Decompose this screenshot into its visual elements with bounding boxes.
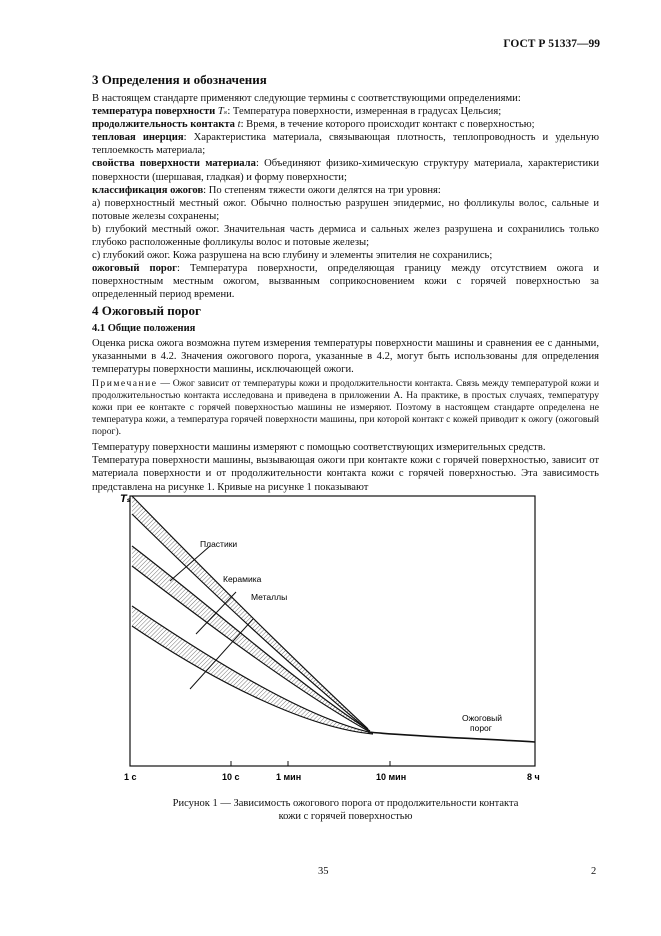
- term-name: классификация ожогов: [92, 184, 204, 196]
- note-block: [92, 378, 599, 438]
- label-threshold-line1: Ожоговый: [462, 713, 503, 723]
- caption-line-2: кожи с горячей поверхностью: [278, 811, 413, 822]
- subsection-4-1-title: 4.1 Общие положения: [92, 323, 196, 334]
- term-definition: : Характеристика материала, связывающая плотность, теплопроводность и удельную теплоемкость материала;: [92, 132, 600, 157]
- paragraph-2: Температуру поверхности машины измеряют с помощью соответствующих измерительных средств.: [92, 442, 546, 454]
- note-text: — Ожог зависит от температуры кожи и продолжительности контакта. Связь между температурой кожи и продолжительностью контакта исследована и приведена в приложении А. На практике, в простых случаях, температуру кожи при ее контакте с горячей поверхностью машины не измеряют. Поэтому в настоящем стандарте определена не температура кожи, а температура горячей поверхности машины, при которой контакт с кожей приводит к ожогу (ожоговый порог).: [92, 378, 599, 438]
- x-tick-label: 10 с: [222, 772, 240, 782]
- term-thermal-inertia: [92, 131, 599, 157]
- page-number-center: 35: [318, 866, 329, 877]
- y-axis-label: Tₛ: [120, 493, 131, 505]
- term-definition: : Объединяют физико-химическую структуру материала, характеристики поверхности (шершавая, гладкая) и форму поверхности;: [92, 158, 599, 183]
- x-tick-label: 10 мин: [376, 772, 407, 782]
- burn-level-c: с) глубокий ожог. Кожа разрушена на всю глубину и элементы эпителия не сохранились;: [92, 250, 493, 262]
- page-number-right: 2: [591, 866, 597, 877]
- label-ceramics: Керамика: [223, 574, 262, 584]
- x-tick-label: 1 мин: [276, 772, 302, 782]
- term-definition: : Время, в течение которого происходит контакт с поверхностью;: [240, 119, 535, 131]
- figure-caption: [92, 797, 599, 823]
- section-4-title: 4 Ожоговый порог: [92, 303, 201, 318]
- section-3-body: [92, 92, 599, 302]
- term-definition: : Температура поверхности, измеренная в градусах Цельсия;: [227, 106, 502, 118]
- caption-line-1: Рисунок 1 — Зависимость ожогового порога от продолжительности контакта: [172, 798, 519, 809]
- label-plastics: Пластики: [200, 539, 238, 549]
- x-tick-label: 1 с: [124, 772, 137, 782]
- term-name: ожоговый порог: [92, 263, 177, 275]
- threshold-line: [368, 732, 535, 742]
- section-4-body: [92, 337, 599, 494]
- note-label: Примечание: [92, 378, 158, 390]
- term-surface-properties: [92, 157, 599, 183]
- burn-level-b: b) глубокий местный ожог. Значительная часть дермиса и сальных желез разрушена и сохранились только глубоко расположенные фолликулы волос и потовые железы;: [92, 223, 599, 249]
- term-name: свойства поверхности материала: [92, 158, 256, 170]
- term-definition: : По степеням тяжести ожоги делятся на три уровня:: [203, 184, 441, 196]
- paragraph-1: Оценка риска ожога возможна путем измерения температуры поверхности машины и сравнения ее с данными, указанными в 4.2. Значения ожогового порога, указанные в 4.2, могут быть использованы для определения температуры поверхности машины, исключающей ожоги.: [92, 338, 599, 376]
- standard-header: ГОСТ Р 51337—99: [503, 38, 600, 50]
- label-metals: Металлы: [251, 592, 288, 602]
- term-name: температура поверхности: [92, 106, 216, 118]
- term-symbol: t: [237, 119, 241, 131]
- label-threshold-line2: порог: [470, 723, 492, 733]
- term-symbol: Tₛ: [217, 106, 228, 118]
- term-name: тепловая инерция: [92, 132, 184, 144]
- term-surface-temp: [92, 105, 599, 118]
- intro-text: В настоящем стандарте применяют следующие термины с соответствующими определениями:: [92, 93, 521, 104]
- term-burn-threshold: [92, 262, 599, 301]
- burn-threshold-chart: [108, 484, 558, 794]
- term-name: продолжительность контакта: [92, 119, 235, 131]
- term-definition: : Температура поверхности, определяющая границу между отсутствием ожога и поверхностным местным ожогом, вызванным соприкосновением кожи с горячей поверхностью за определенный период времени.: [92, 263, 599, 301]
- term-contact-duration: [92, 118, 599, 131]
- term-burn-classification: [92, 184, 599, 197]
- section-3-title: 3 Определения и обозначения: [92, 72, 267, 87]
- burn-level-a: а) поверхностный местный ожог. Обычно полностью разрушен эпидермис, но фолликулы волос, сальные и потовые железы сохранены;: [92, 197, 599, 222]
- paragraph-3: Температура поверхности машины, вызывающая ожоги при контакте кожи с горячей поверхностью, зависит от материала поверхности и от продолжительности контакта кожи с горячей поверхностью. Эта зависимость представлена на рисунке 1. Кривые на рисунке 1 показывают: [92, 455, 599, 493]
- x-tick-label: 8 ч: [527, 772, 540, 782]
